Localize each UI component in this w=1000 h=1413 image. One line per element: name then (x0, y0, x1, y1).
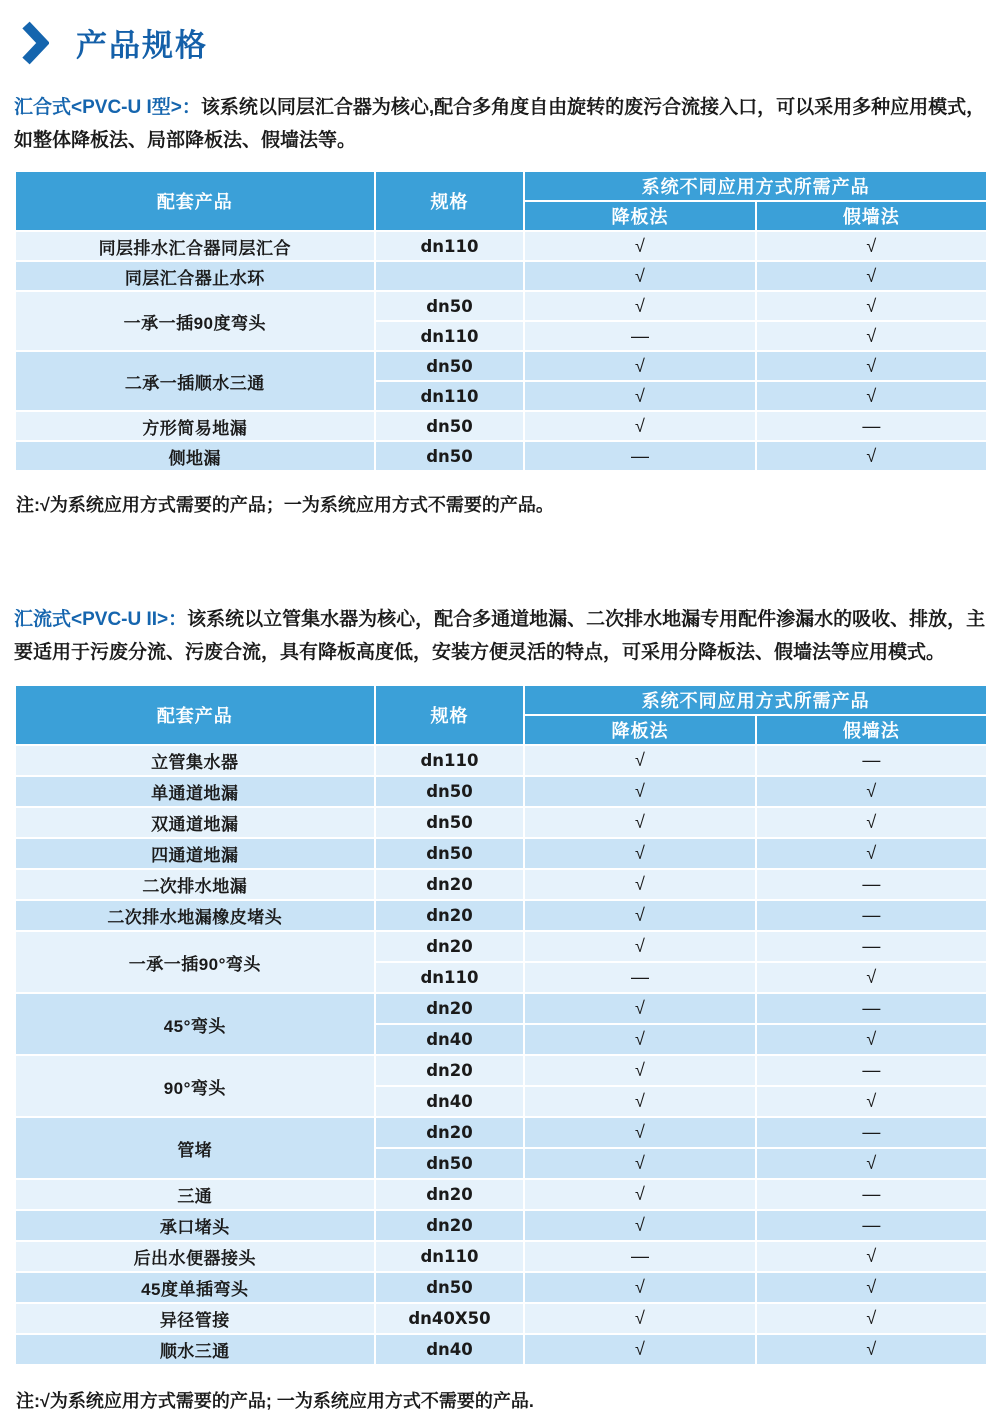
spec-cell: dn20 (374, 899, 524, 930)
requirement-cell: √ (523, 350, 754, 380)
requirement-cell: — (523, 961, 754, 992)
spec-cell: dn50 (374, 806, 524, 837)
requirement-cell: √ (523, 1023, 754, 1054)
section-pvc-u-2 (14, 603, 986, 1413)
spec-cell: dn40 (374, 1085, 524, 1116)
table-row (14, 1116, 986, 1147)
product-cell: 承口堵头 (14, 1209, 374, 1240)
product-cell: 一承一插90°弯头 (14, 930, 374, 992)
requirement-cell: √ (523, 260, 754, 290)
requirement-cell: √ (755, 440, 986, 470)
product-cell: 侧地漏 (14, 440, 374, 470)
table-row (14, 260, 986, 290)
requirement-cell: √ (523, 380, 754, 410)
product-cell: 立管集水器 (14, 744, 374, 775)
col-header-method: 降板法 (523, 714, 754, 744)
product-cell: 方形简易地漏 (14, 410, 374, 440)
product-cell: 一承一插90度弯头 (14, 290, 374, 350)
requirement-cell: √ (523, 1085, 754, 1116)
requirement-cell: √ (523, 1209, 754, 1240)
product-cell: 顺水三通 (14, 1333, 374, 1364)
col-header-methods-group: 系统不同应用方式所需产品 (523, 170, 986, 200)
col-header-method: 假墙法 (755, 714, 986, 744)
product-cell: 二承一插顺水三通 (14, 350, 374, 410)
table-row (14, 992, 986, 1023)
table-row (14, 868, 986, 899)
spec-cell: dn40 (374, 1333, 524, 1364)
spec-cell: dn50 (374, 1147, 524, 1178)
spec-cell: dn20 (374, 1178, 524, 1209)
spec-cell: dn40 (374, 1023, 524, 1054)
section-pvc-u-1 (14, 91, 986, 517)
requirement-cell: √ (523, 1054, 754, 1085)
section-intro (14, 603, 986, 669)
spec-cell: dn20 (374, 992, 524, 1023)
requirement-cell: — (523, 320, 754, 350)
spec-table-2 (14, 684, 986, 1364)
requirement-cell: √ (523, 1178, 754, 1209)
table-row (14, 350, 986, 380)
section-body-text: 该系统以立管集水器为核心，配合多通道地漏、二次排水地漏专用配件渗漏水的吸收、排放，主要适用于污废分流、污废合流，具有降板高度低，安装方便灵活的特点，可采用分降板法、假墙法等应用模式。 (14, 609, 986, 663)
section-intro (14, 91, 986, 157)
spec-cell: dn20 (374, 1116, 524, 1147)
requirement-cell: √ (755, 320, 986, 350)
spec-cell: dn110 (374, 380, 524, 410)
table-row (14, 806, 986, 837)
spec-cell (374, 260, 524, 290)
table-row (14, 230, 986, 260)
requirement-cell: √ (755, 350, 986, 380)
requirement-cell: √ (523, 1302, 754, 1333)
page-title: 产品规格 (76, 28, 208, 63)
header-row (14, 684, 986, 714)
requirement-cell: — (755, 1116, 986, 1147)
requirement-cell: √ (755, 1302, 986, 1333)
requirement-cell: √ (523, 868, 754, 899)
table-row (14, 440, 986, 470)
page-header (22, 20, 986, 65)
product-cell: 45°弯头 (14, 992, 374, 1054)
table-row (14, 1333, 986, 1364)
requirement-cell: — (755, 1209, 986, 1240)
product-cell: 二次排水地漏 (14, 868, 374, 899)
col-header-method: 降板法 (523, 200, 754, 230)
spec-cell: dn110 (374, 230, 524, 260)
requirement-cell: √ (523, 410, 754, 440)
requirement-cell: — (755, 410, 986, 440)
col-header-spec: 规格 (374, 684, 524, 744)
col-header-methods-group: 系统不同应用方式所需产品 (523, 684, 986, 714)
section-lead: 汇流式<PVC-U II>： (14, 609, 188, 630)
requirement-cell: √ (523, 806, 754, 837)
spec-cell: dn50 (374, 350, 524, 380)
requirement-cell: — (755, 868, 986, 899)
table-row (14, 1178, 986, 1209)
product-cell: 三通 (14, 1178, 374, 1209)
table-row (14, 744, 986, 775)
table-row (14, 1209, 986, 1240)
table-note: 注:√为系统应用方式需要的产品；一为系统应用方式不需要的产品。 (16, 495, 554, 515)
requirement-cell: — (755, 1178, 986, 1209)
requirement-cell: √ (755, 1240, 986, 1271)
section-lead: 汇合式<PVC-U I型>： (14, 97, 201, 118)
requirement-cell: √ (755, 1085, 986, 1116)
table-row (14, 930, 986, 961)
header-row (14, 170, 986, 200)
requirement-cell: √ (755, 837, 986, 868)
spec-cell: dn50 (374, 1271, 524, 1302)
product-cell: 二次排水地漏橡皮堵头 (14, 899, 374, 930)
requirement-cell: √ (523, 1147, 754, 1178)
table-row (14, 1302, 986, 1333)
product-cell: 双通道地漏 (14, 806, 374, 837)
requirement-cell: √ (523, 290, 754, 320)
table-row (14, 410, 986, 440)
requirement-cell: √ (755, 1023, 986, 1054)
product-cell: 同层汇合器止水环 (14, 260, 374, 290)
requirement-cell: √ (755, 961, 986, 992)
product-cell: 同层排水汇合器同层汇合 (14, 230, 374, 260)
product-cell: 90°弯头 (14, 1054, 374, 1116)
requirement-cell: √ (755, 380, 986, 410)
spec-cell: dn110 (374, 320, 524, 350)
spec-cell: dn110 (374, 961, 524, 992)
section-body-text: 该系统以同层汇合器为核心,配合多角度自由旋转的废污合流接入口，可以采用多种应用模式，如整体降板法、局部降板法、假墙法等。 (14, 97, 986, 151)
requirement-cell: √ (523, 744, 754, 775)
table-row (14, 1240, 986, 1271)
requirement-cell: √ (523, 1271, 754, 1302)
chevron-right-icon (22, 21, 49, 65)
col-header-method: 假墙法 (755, 200, 986, 230)
requirement-cell: √ (755, 260, 986, 290)
requirement-cell: √ (755, 1333, 986, 1364)
table-row (14, 1271, 986, 1302)
spec-cell: dn50 (374, 440, 524, 470)
requirement-cell: √ (523, 1116, 754, 1147)
spec-cell: dn20 (374, 1054, 524, 1085)
requirement-cell: √ (755, 806, 986, 837)
spec-table-1 (14, 170, 986, 470)
spec-cell: dn40X50 (374, 1302, 524, 1333)
requirement-cell: √ (523, 899, 754, 930)
spec-cell: dn110 (374, 744, 524, 775)
product-cell: 四通道地漏 (14, 837, 374, 868)
table-row (14, 837, 986, 868)
table-row (14, 1054, 986, 1085)
col-header-product: 配套产品 (14, 684, 374, 744)
spec-cell: dn20 (374, 930, 524, 961)
requirement-cell: √ (755, 775, 986, 806)
requirement-cell: — (755, 992, 986, 1023)
col-header-spec: 规格 (374, 170, 524, 230)
requirement-cell: √ (755, 230, 986, 260)
table-row (14, 775, 986, 806)
table-row (14, 290, 986, 320)
requirement-cell: √ (523, 930, 754, 961)
spec-cell: dn50 (374, 290, 524, 320)
requirement-cell: — (755, 899, 986, 930)
requirement-cell: — (755, 744, 986, 775)
requirement-cell: — (755, 930, 986, 961)
requirement-cell: — (755, 1054, 986, 1085)
requirement-cell: √ (523, 1333, 754, 1364)
spec-cell: dn110 (374, 1240, 524, 1271)
table-note: 注:√为系统应用方式需要的产品; 一为系统应用方式不需要的产品. (16, 1391, 534, 1411)
requirement-cell: √ (755, 1147, 986, 1178)
requirement-cell: √ (755, 1271, 986, 1302)
product-cell: 异径管接 (14, 1302, 374, 1333)
requirement-cell: √ (523, 837, 754, 868)
product-cell: 管堵 (14, 1116, 374, 1178)
requirement-cell: — (523, 440, 754, 470)
product-cell: 单通道地漏 (14, 775, 374, 806)
spec-cell: dn50 (374, 775, 524, 806)
requirement-cell: √ (523, 230, 754, 260)
requirement-cell: √ (523, 775, 754, 806)
requirement-cell: √ (523, 992, 754, 1023)
product-cell: 后出水便器接头 (14, 1240, 374, 1271)
spec-cell: dn50 (374, 837, 524, 868)
table-row (14, 899, 986, 930)
col-header-product: 配套产品 (14, 170, 374, 230)
spec-cell: dn50 (374, 410, 524, 440)
spec-cell: dn20 (374, 1209, 524, 1240)
spec-cell: dn20 (374, 868, 524, 899)
requirement-cell: √ (755, 290, 986, 320)
requirement-cell: — (523, 1240, 754, 1271)
product-cell: 45度单插弯头 (14, 1271, 374, 1302)
